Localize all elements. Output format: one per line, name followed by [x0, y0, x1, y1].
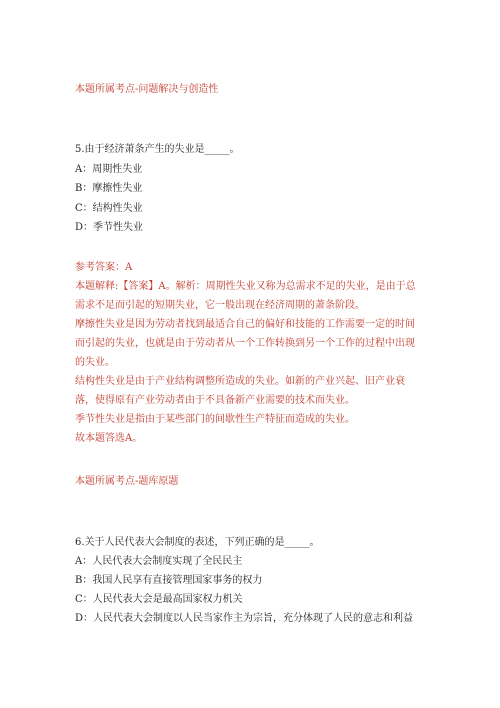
explanation-line: 季节性失业是指由于某些部门的间歇性生产特征而造成的失业。 — [75, 414, 355, 425]
explanation-line: 的失业。 — [75, 357, 115, 368]
explanation-line: 结构性失业是由于产业结构调整所造成的失业。如新的产业兴起、旧产业衰 — [75, 376, 405, 387]
explanation-line: 本题解释:【答案】A。解析：周期性失业又称为总需求不足的失业，是由于总 — [75, 281, 416, 292]
question-5-option-d: D：季节性失业 — [75, 222, 144, 233]
explanation-line: 需求不足而引起的短期失业，它一般出现在经济周期的萧条阶段。 — [75, 300, 365, 311]
question-6-option-c: C：人民代表大会是最高国家权力机关 — [75, 594, 243, 605]
explanation-line: 故本题答选A。 — [75, 433, 143, 444]
question-6-option-b: B：我国人民享有直接管理国家事务的权力 — [75, 575, 263, 586]
question-5-option-a: A：周期性失业 — [75, 164, 143, 175]
question-5-option-b: B：摩擦性失业 — [75, 183, 143, 194]
topic-label: 本题所属考点-题库原题 — [75, 476, 179, 487]
explanation-line: 而引起的失业，也就是由于劳动者从一个工作转换到另一个工作的过程中出现 — [75, 338, 415, 349]
question-5-answer: 参考答案：A — [75, 262, 133, 273]
question-5-stem: 5.由于经济萧条产生的失业是_____。 — [75, 144, 240, 155]
explanation-line: 落，使得原有产业劳动者由于不具备新产业需要的技术而失业。 — [75, 395, 355, 406]
topic-label: 本题所属考点-问题解决与创造性 — [75, 84, 219, 95]
explanation-line: 摩擦性失业是因为劳动者找到最适合自己的偏好和技能的工作需要一定的时间 — [75, 319, 415, 330]
question-5-option-c: C：结构性失业 — [75, 203, 143, 214]
question-6-stem: 6.关于人民代表大会制度的表述，下列正确的是_____。 — [75, 537, 320, 548]
question-6-option-d: D：人民代表大会制度以人民当家作主为宗旨，充分体现了人民的意志和利益 — [75, 613, 414, 624]
question-6-option-a: A：人民代表大会制度实现了全民民主 — [75, 556, 243, 567]
